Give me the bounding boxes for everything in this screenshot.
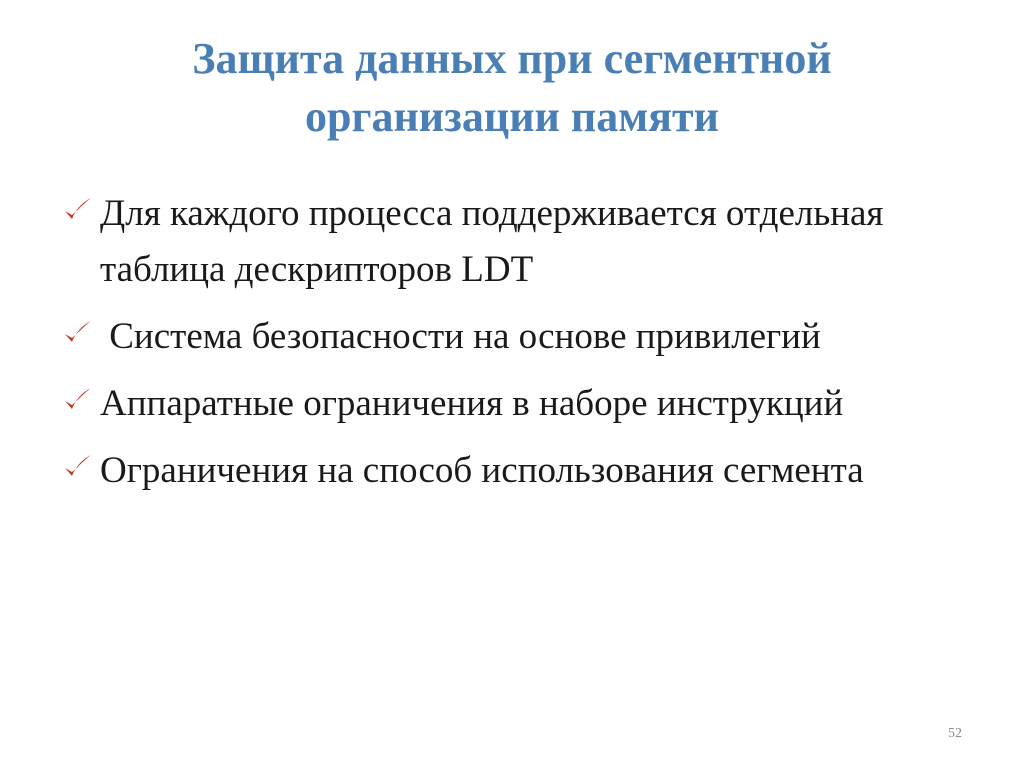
bullet-text: Для каждого процесса поддерживается отдельная таблица дескрипторов LDT — [100, 193, 884, 290]
bullet-list — [60, 186, 920, 510]
checkmark-icon — [62, 317, 94, 349]
bullet-item — [60, 309, 920, 365]
bullet-text: Ограничения на способ использования сегмента — [100, 450, 864, 491]
bullet-item — [60, 443, 920, 499]
checkmark-icon — [62, 194, 94, 226]
bullet-text: Система безопасности на основе привилегий — [100, 316, 821, 357]
bullet-text: Аппаратные ограничения в наборе инструкций — [100, 383, 844, 424]
checkmark-icon — [62, 451, 94, 483]
page-title — [60, 30, 964, 146]
bullet-item — [60, 186, 920, 298]
title-line-1: Защита данных при сегментной — [192, 34, 832, 83]
bullet-item — [60, 376, 920, 432]
page-number: 52 — [948, 726, 962, 741]
title-line-2: организации памяти — [305, 92, 719, 141]
checkmark-icon — [62, 384, 94, 416]
